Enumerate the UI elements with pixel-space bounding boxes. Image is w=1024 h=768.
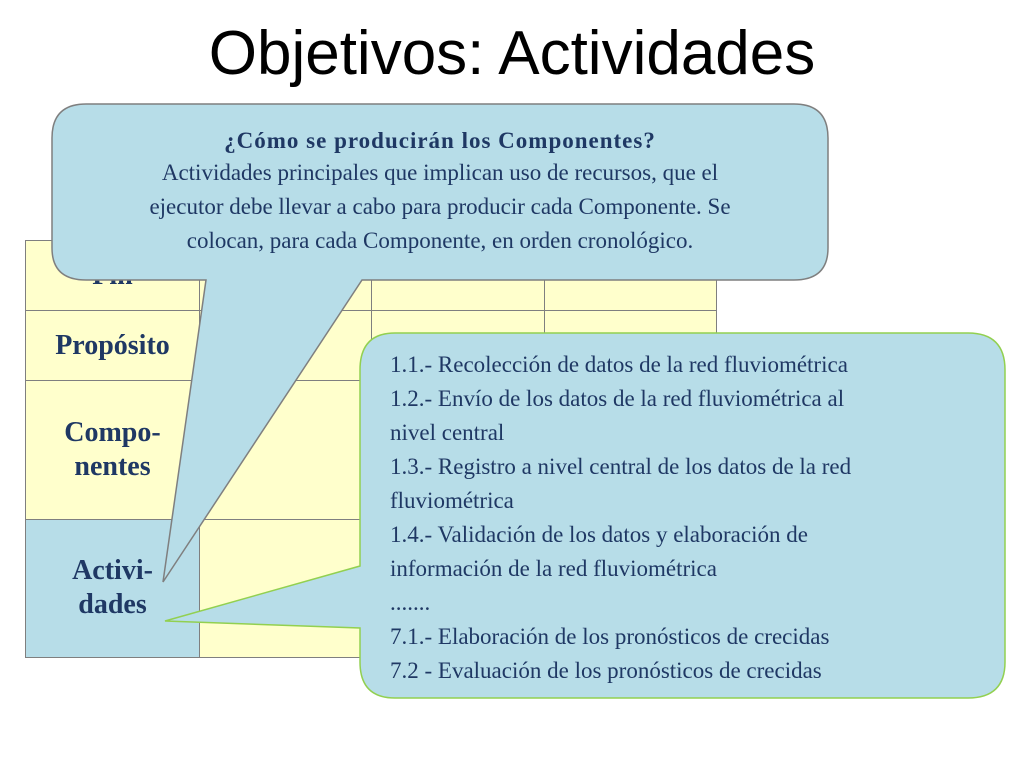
activity-line: 7.1.- Elaboración de los pronósticos de crecidas [390, 624, 830, 649]
activity-line: ....... [390, 590, 431, 615]
callout-activities [390, 348, 980, 688]
row-label-line: Propósito [55, 329, 170, 361]
row-label-line: Compo- [64, 416, 161, 448]
row-label-line: Activi- [72, 555, 153, 587]
row-label-line: nentes [74, 450, 151, 482]
callout-description-line: colocan, para cada Componente, en orden cronológico. [186, 228, 694, 253]
row-label-line: dades [78, 589, 147, 621]
activity-line: 1.3.- Registro a nivel central de los datos de la red [390, 454, 852, 479]
slide-title: Objetivos: Actividades [208, 19, 816, 88]
callout-question: ¿Cómo se producirán los Componentes? [224, 128, 656, 153]
activity-line: 1.2.- Envío de los datos de la red fluviométrica al [390, 386, 845, 411]
callout-description-line: Actividades principales que implican uso de recursos, que el [161, 160, 719, 185]
activity-line: 7.2 - Evaluación de los pronósticos de crecidas [390, 658, 822, 683]
activity-line: información de la red fluviométrica [390, 556, 717, 581]
activity-line: 1.1.- Recolección de datos de la red fluviométrica [390, 352, 848, 377]
activity-line: 1.4.- Validación de los datos y elaboración de [390, 522, 808, 547]
activity-line: fluviométrica [390, 488, 514, 513]
callout-top [56, 104, 824, 274]
callout-description-line: ejecutor debe llevar a cabo para producir cada Componente. Se [149, 194, 731, 219]
activity-line: nivel central [390, 420, 505, 445]
